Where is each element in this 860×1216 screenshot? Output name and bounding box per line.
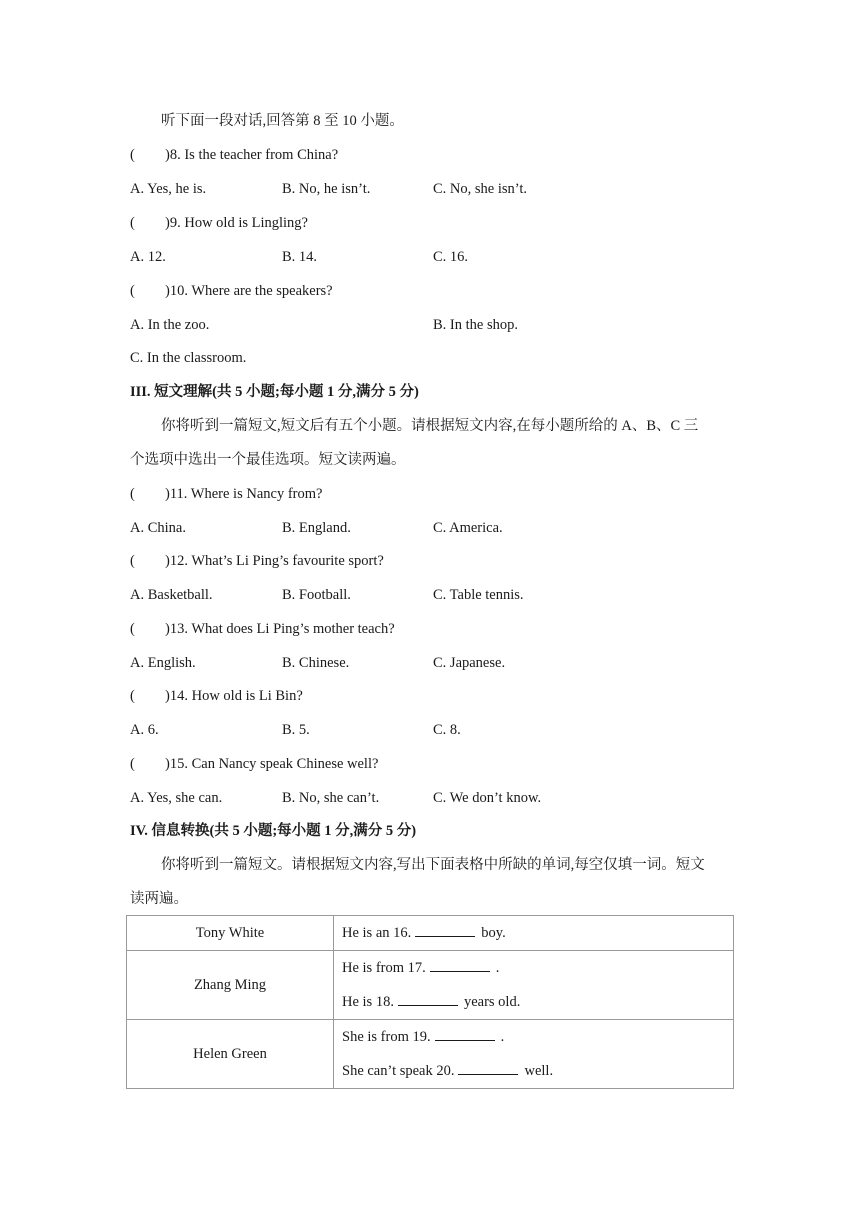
section-intro: 听下面一段对话,回答第 8 至 10 小题。 — [161, 113, 404, 129]
question-14: ( )14. How old is Li Bin? — [130, 688, 303, 704]
question-8: ( )8. Is the teacher from China? — [130, 147, 339, 163]
option-8c: C. No, she isn’t. — [433, 181, 527, 197]
answer-blank[interactable]: ( — [130, 215, 135, 231]
option-9b: B. 14. — [282, 249, 318, 265]
question-11: ( )11. Where is Nancy from? — [130, 486, 323, 502]
section-3-instructions-line2: 个选项中选出一个最佳选项。短文读两遍。 — [130, 452, 406, 468]
question-12: ( )12. What’s Li Ping’s favourite sport? — [130, 553, 384, 569]
answer-blank[interactable]: ( — [130, 283, 135, 299]
question-9: ( )9. How old is Lingling? — [130, 215, 308, 231]
option-15a: A. Yes, she can. — [130, 790, 223, 806]
fill-blank-17[interactable] — [430, 959, 490, 972]
answer-blank[interactable]: ( — [130, 688, 135, 704]
option-15b: B. No, she can’t. — [282, 790, 380, 806]
table-cell-name: Zhang Ming — [127, 951, 334, 1020]
fill-blank-19[interactable] — [435, 1028, 495, 1041]
option-15c: C. We don’t know. — [433, 790, 542, 806]
option-13a: A. English. — [130, 655, 196, 671]
option-14b: B. 5. — [282, 722, 310, 738]
option-10b: B. In the shop. — [433, 317, 518, 333]
table-row — [127, 951, 734, 1020]
option-8b: B. No, he isn’t. — [282, 181, 371, 197]
answer-blank[interactable]: ( — [130, 621, 135, 637]
answer-blank[interactable]: ( — [130, 756, 135, 772]
option-12b: B. Football. — [282, 587, 351, 603]
fill-blank-16[interactable] — [415, 924, 475, 937]
section-3-title: III. 短文理解(共 5 小题;每小题 1 分,满分 5 分) — [130, 384, 419, 400]
table-row — [127, 1020, 734, 1089]
option-9a: A. 12. — [130, 249, 166, 265]
table-cell-name: Tony White — [127, 916, 334, 951]
option-10a: A. In the zoo. — [130, 317, 210, 333]
option-13c: C. Japanese. — [433, 655, 506, 671]
option-10c: C. In the classroom. — [130, 350, 247, 366]
answer-blank[interactable]: ( — [130, 486, 135, 502]
option-12a: A. Basketball. — [130, 587, 213, 603]
option-13b: B. Chinese. — [282, 655, 350, 671]
option-8a: A. Yes, he is. — [130, 181, 207, 197]
option-11a: A. China. — [130, 520, 186, 536]
option-12c: C. Table tennis. — [433, 587, 524, 603]
answer-blank[interactable]: ( — [130, 553, 135, 569]
section-3-instructions-line1: 你将听到一篇短文,短文后有五个小题。请根据短文内容,在每小题所给的 A、B、C 三 — [161, 418, 699, 434]
question-10: ( )10. Where are the speakers? — [130, 283, 333, 299]
table-cell-info: He is an 16. boy. — [334, 916, 734, 951]
section-4-instructions-line1: 你将听到一篇短文。请根据短文内容,写出下面表格中所缺的单词,每空仅填一词。短文 — [161, 857, 705, 873]
option-11c: C. America. — [433, 520, 503, 536]
info-table — [126, 915, 734, 1089]
option-14c: C. 8. — [433, 722, 461, 738]
option-11b: B. England. — [282, 520, 351, 536]
option-14a: A. 6. — [130, 722, 159, 738]
section-4-title: IV. 信息转换(共 5 小题;每小题 1 分,满分 5 分) — [130, 823, 417, 839]
fill-blank-18[interactable] — [398, 993, 458, 1006]
answer-blank[interactable]: ( — [130, 147, 135, 163]
fill-blank-20[interactable] — [458, 1062, 518, 1075]
option-9c: C. 16. — [433, 249, 469, 265]
question-13: ( )13. What does Li Ping’s mother teach? — [130, 621, 395, 637]
table-row — [127, 916, 734, 951]
table-cell-info: He is from 17. . He is 18. years old. — [334, 951, 734, 1020]
table-cell-name: Helen Green — [127, 1020, 334, 1089]
section-4-instructions-line2: 读两遍。 — [130, 891, 188, 907]
question-15: ( )15. Can Nancy speak Chinese well? — [130, 756, 379, 772]
table-cell-info: She is from 19. . She can’t speak 20. well. — [334, 1020, 734, 1089]
